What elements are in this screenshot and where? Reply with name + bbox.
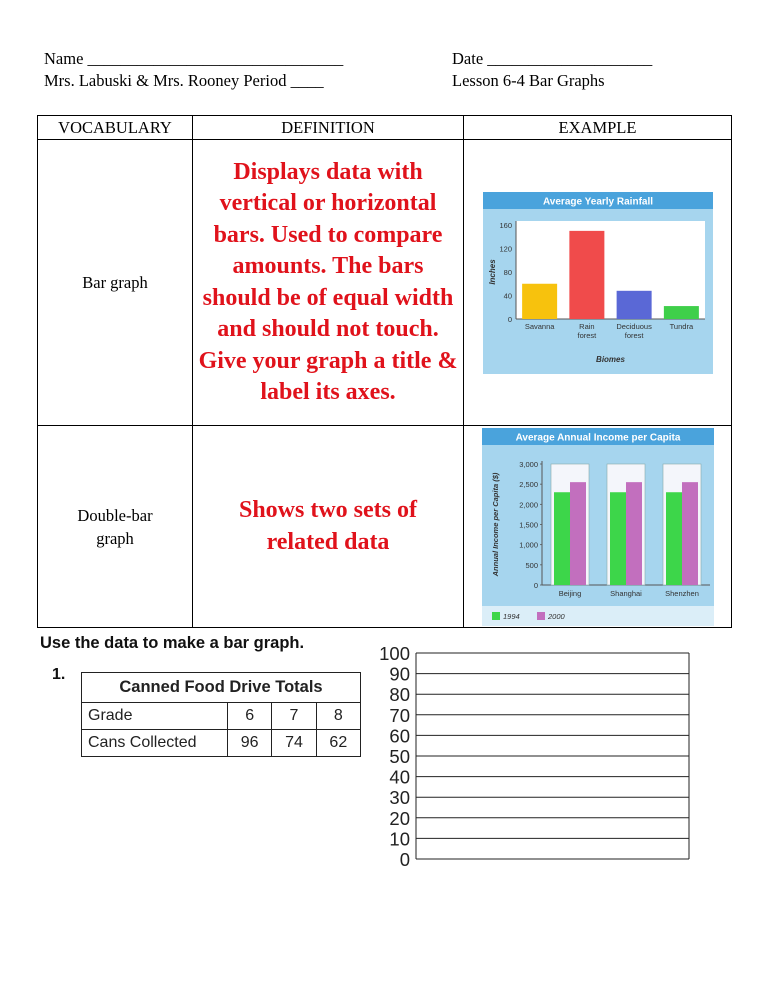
x-tick-label: Deciduous xyxy=(615,321,652,331)
bar-shenzhen-1994 xyxy=(666,492,682,585)
y-axis-label: Inches xyxy=(487,258,497,285)
bar-shanghai-2000 xyxy=(626,482,642,585)
lesson-title: Lesson 6-4 Bar Graphs xyxy=(452,71,605,90)
header-definition: DEFINITION xyxy=(193,116,464,140)
y-tick-label: 3,000 xyxy=(518,459,538,469)
graph-axis-label: 20 xyxy=(389,807,410,829)
legend-label-2000: 2000 xyxy=(547,611,565,621)
grade-label: Grade xyxy=(82,703,228,730)
header-vocabulary: VOCABULARY xyxy=(38,116,193,140)
header-example: EXAMPLE xyxy=(464,116,732,140)
x-tick-label: Savanna xyxy=(524,321,554,331)
grade-value-7: 7 xyxy=(272,703,316,730)
vocabulary-table xyxy=(37,115,732,628)
y-tick-label: 40 xyxy=(503,291,512,300)
bar-tundra xyxy=(663,306,698,319)
y-tick-label: 2,500 xyxy=(518,479,538,489)
x-tick-label: Shanghai xyxy=(609,588,642,598)
data-table-grade-row xyxy=(82,703,361,730)
data-table-cans-row xyxy=(82,730,361,757)
x-tick-label: Shenzhen xyxy=(664,588,699,598)
graph-axis-label: 40 xyxy=(389,766,410,788)
graph-axis-label: 0 xyxy=(399,849,410,870)
y-axis-label: Annual Income per Capita ($) xyxy=(490,472,500,576)
problem-number: 1. xyxy=(52,666,66,683)
term-bar-graph: Bar graph xyxy=(38,140,193,426)
legend-swatch-2000 xyxy=(537,612,545,620)
x-tick-label: Tundra xyxy=(669,321,693,331)
definition-double-bar-graph: Shows two sets of related data xyxy=(193,426,464,628)
vocab-row-double-bar-graph xyxy=(38,426,732,628)
chart-title: Average Yearly Rainfall xyxy=(542,196,653,207)
y-tick-label: 0 xyxy=(507,314,512,324)
data-table-title: Canned Food Drive Totals xyxy=(82,673,361,703)
bar-rain-forest xyxy=(569,230,604,318)
graph-axis-label: 100 xyxy=(379,644,410,664)
data-table-title-row xyxy=(82,673,361,703)
graph-axis-label: 90 xyxy=(389,663,410,685)
chart-title: Average Annual Income per Capita xyxy=(515,432,680,443)
bar-deciduous-forest xyxy=(616,290,651,318)
cans-value-grade-8: 62 xyxy=(316,730,360,757)
y-tick-label: 120 xyxy=(498,244,512,253)
bar-shenzhen-2000 xyxy=(682,482,698,585)
exercise-instruction: Use the data to make a bar graph. xyxy=(40,634,305,652)
cans-value-grade-7: 74 xyxy=(272,730,316,757)
legend-swatch-1994 xyxy=(492,612,500,620)
y-tick-label: 500 xyxy=(524,560,538,570)
x-tick-label: forest xyxy=(624,330,644,340)
x-tick-label: Beijing xyxy=(558,588,581,598)
legend-label-1994: 1994 xyxy=(502,611,520,621)
cans-label: Cans Collected xyxy=(82,730,228,757)
bar-shanghai-1994 xyxy=(610,492,626,585)
graph-axis-label: 10 xyxy=(389,828,410,850)
example-bar-graph xyxy=(464,140,732,426)
y-tick-label: 160 xyxy=(498,220,512,230)
blank-graph-grid[interactable] xyxy=(372,644,694,872)
bar-savanna xyxy=(522,283,557,318)
bar-beijing-2000 xyxy=(570,482,586,585)
rainfall-bar-chart xyxy=(483,192,713,374)
y-tick-label: 0 xyxy=(533,580,538,590)
graph-axis-label: 30 xyxy=(389,787,410,809)
bar-beijing-1994 xyxy=(554,492,570,585)
vocab-header-row xyxy=(38,116,732,140)
example-double-bar-graph xyxy=(464,426,732,628)
x-tick-label: Rain xyxy=(578,321,595,331)
canned-food-table xyxy=(81,672,361,757)
vocab-row-bar-graph xyxy=(38,140,732,426)
graph-axis-label: 60 xyxy=(389,725,410,747)
date-line[interactable]: Date ____________________ xyxy=(452,49,653,68)
y-tick-label: 80 xyxy=(503,267,512,277)
graph-axis-label: 70 xyxy=(389,704,410,726)
graph-axis-label: 50 xyxy=(389,746,410,767)
graph-axis-label: 80 xyxy=(389,684,410,706)
teachers-period-line: Mrs. Labuski & Mrs. Rooney Period ____ xyxy=(44,71,324,90)
x-axis-label: Biomes xyxy=(595,354,625,364)
term-double-bar-graph: Double-bar graph xyxy=(38,426,193,628)
name-line[interactable]: Name _______________________________ xyxy=(44,49,344,68)
y-tick-label: 1,500 xyxy=(518,520,538,529)
y-tick-label: 1,000 xyxy=(518,540,538,550)
y-tick-label: 2,000 xyxy=(518,499,538,509)
grade-value-6: 6 xyxy=(228,703,272,730)
grade-value-8: 8 xyxy=(316,703,360,730)
x-tick-label: forest xyxy=(576,330,596,340)
income-double-bar-chart xyxy=(482,428,714,626)
definition-bar-graph: Displays data with vertical or horizontal bars. Used to compare amounts. The bars should be of equal width and should not touch. Give your graph a title & label its axes. xyxy=(193,140,464,426)
cans-value-grade-6: 96 xyxy=(228,730,272,757)
